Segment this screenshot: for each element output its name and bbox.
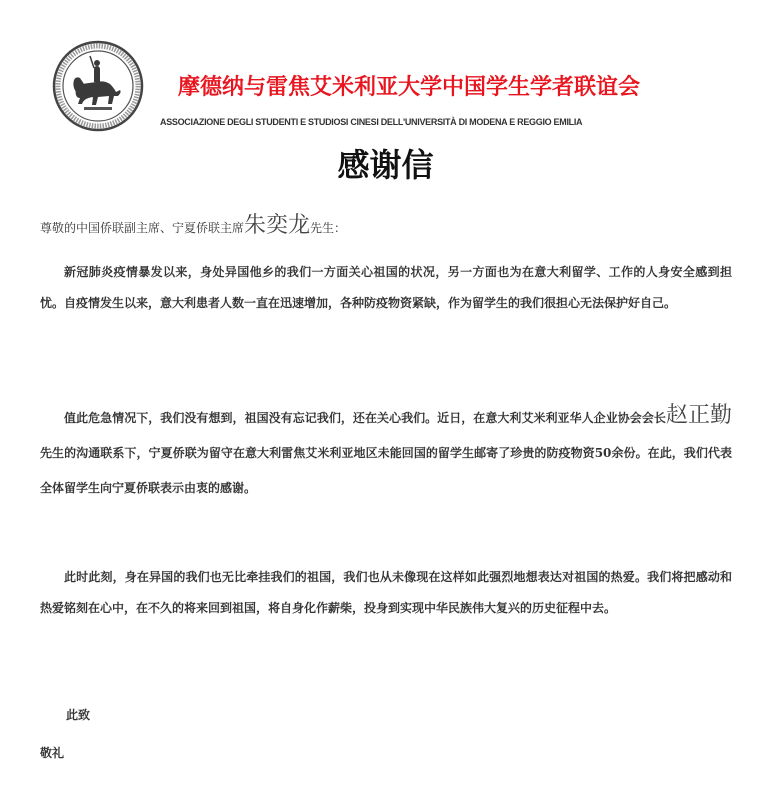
closing-line-1: 此致 [66,708,91,722]
university-seal-logo [52,40,144,132]
paragraph-2-before: 值此危急情况下，我们没有想到，祖国没有忘记我们，还在关心我们。近日，在意大利艾米利亚华人企业协会会长 [64,411,666,425]
letter-title: 感谢信 [337,146,434,184]
organization-name-italian: ASSOCIAZIONE DEGLI STUDENTI E STUDIOSI CINESI DELL'UNIVERSITÀ DI MODENA E REGGIO EMILIA [160,117,583,127]
paragraph-2-after: 先生的沟通联系下，宁夏侨联为留守在意大利雷焦艾米利亚地区未能回国的留学生邮寄了珍贵的防疫物资50余份。在此，我们代表全体留学生向宁夏侨联表示由衷的感谢。 [40,446,732,495]
association-president-name: 赵正勤 [665,403,732,428]
paragraph-2 [40,398,732,506]
recipient-name: 朱奕龙 [244,213,311,238]
paragraph-1: 新冠肺炎疫情暴发以来，身处异国他乡的我们一方面关心祖国的状况，另一方面也为在意大利留学、工作的人身安全感到担忧。自疫情发生以来，意大利患者人数一直在迅速增加，各种防疫物资紧缺，作为留学生的我们很担心无法保护好自己。 [40,265,732,310]
salutation-prefix: 尊敬的中国侨联副主席、宁夏侨联主席 [40,221,245,235]
university-seal-horseman-icon [52,40,144,132]
closing-line-2: 敬礼 [40,746,65,760]
salutation-suffix: 先生： [310,221,347,235]
salutation [40,208,346,239]
organization-name-chinese: 摩德纳与雷焦艾米利亚大学中国学生学者联谊会 [178,75,641,100]
paragraph-3: 此时此刻，身在异国的我们也无比牵挂我们的祖国，我们也从未像现在这样如此强烈地想表达对祖国的热爱。我们将把感动和热爱铭刻在心中，在不久的将来回到祖国，将自身化作薪柴，投身到实现中华民族伟大复兴的历史征程中去。 [40,570,732,615]
